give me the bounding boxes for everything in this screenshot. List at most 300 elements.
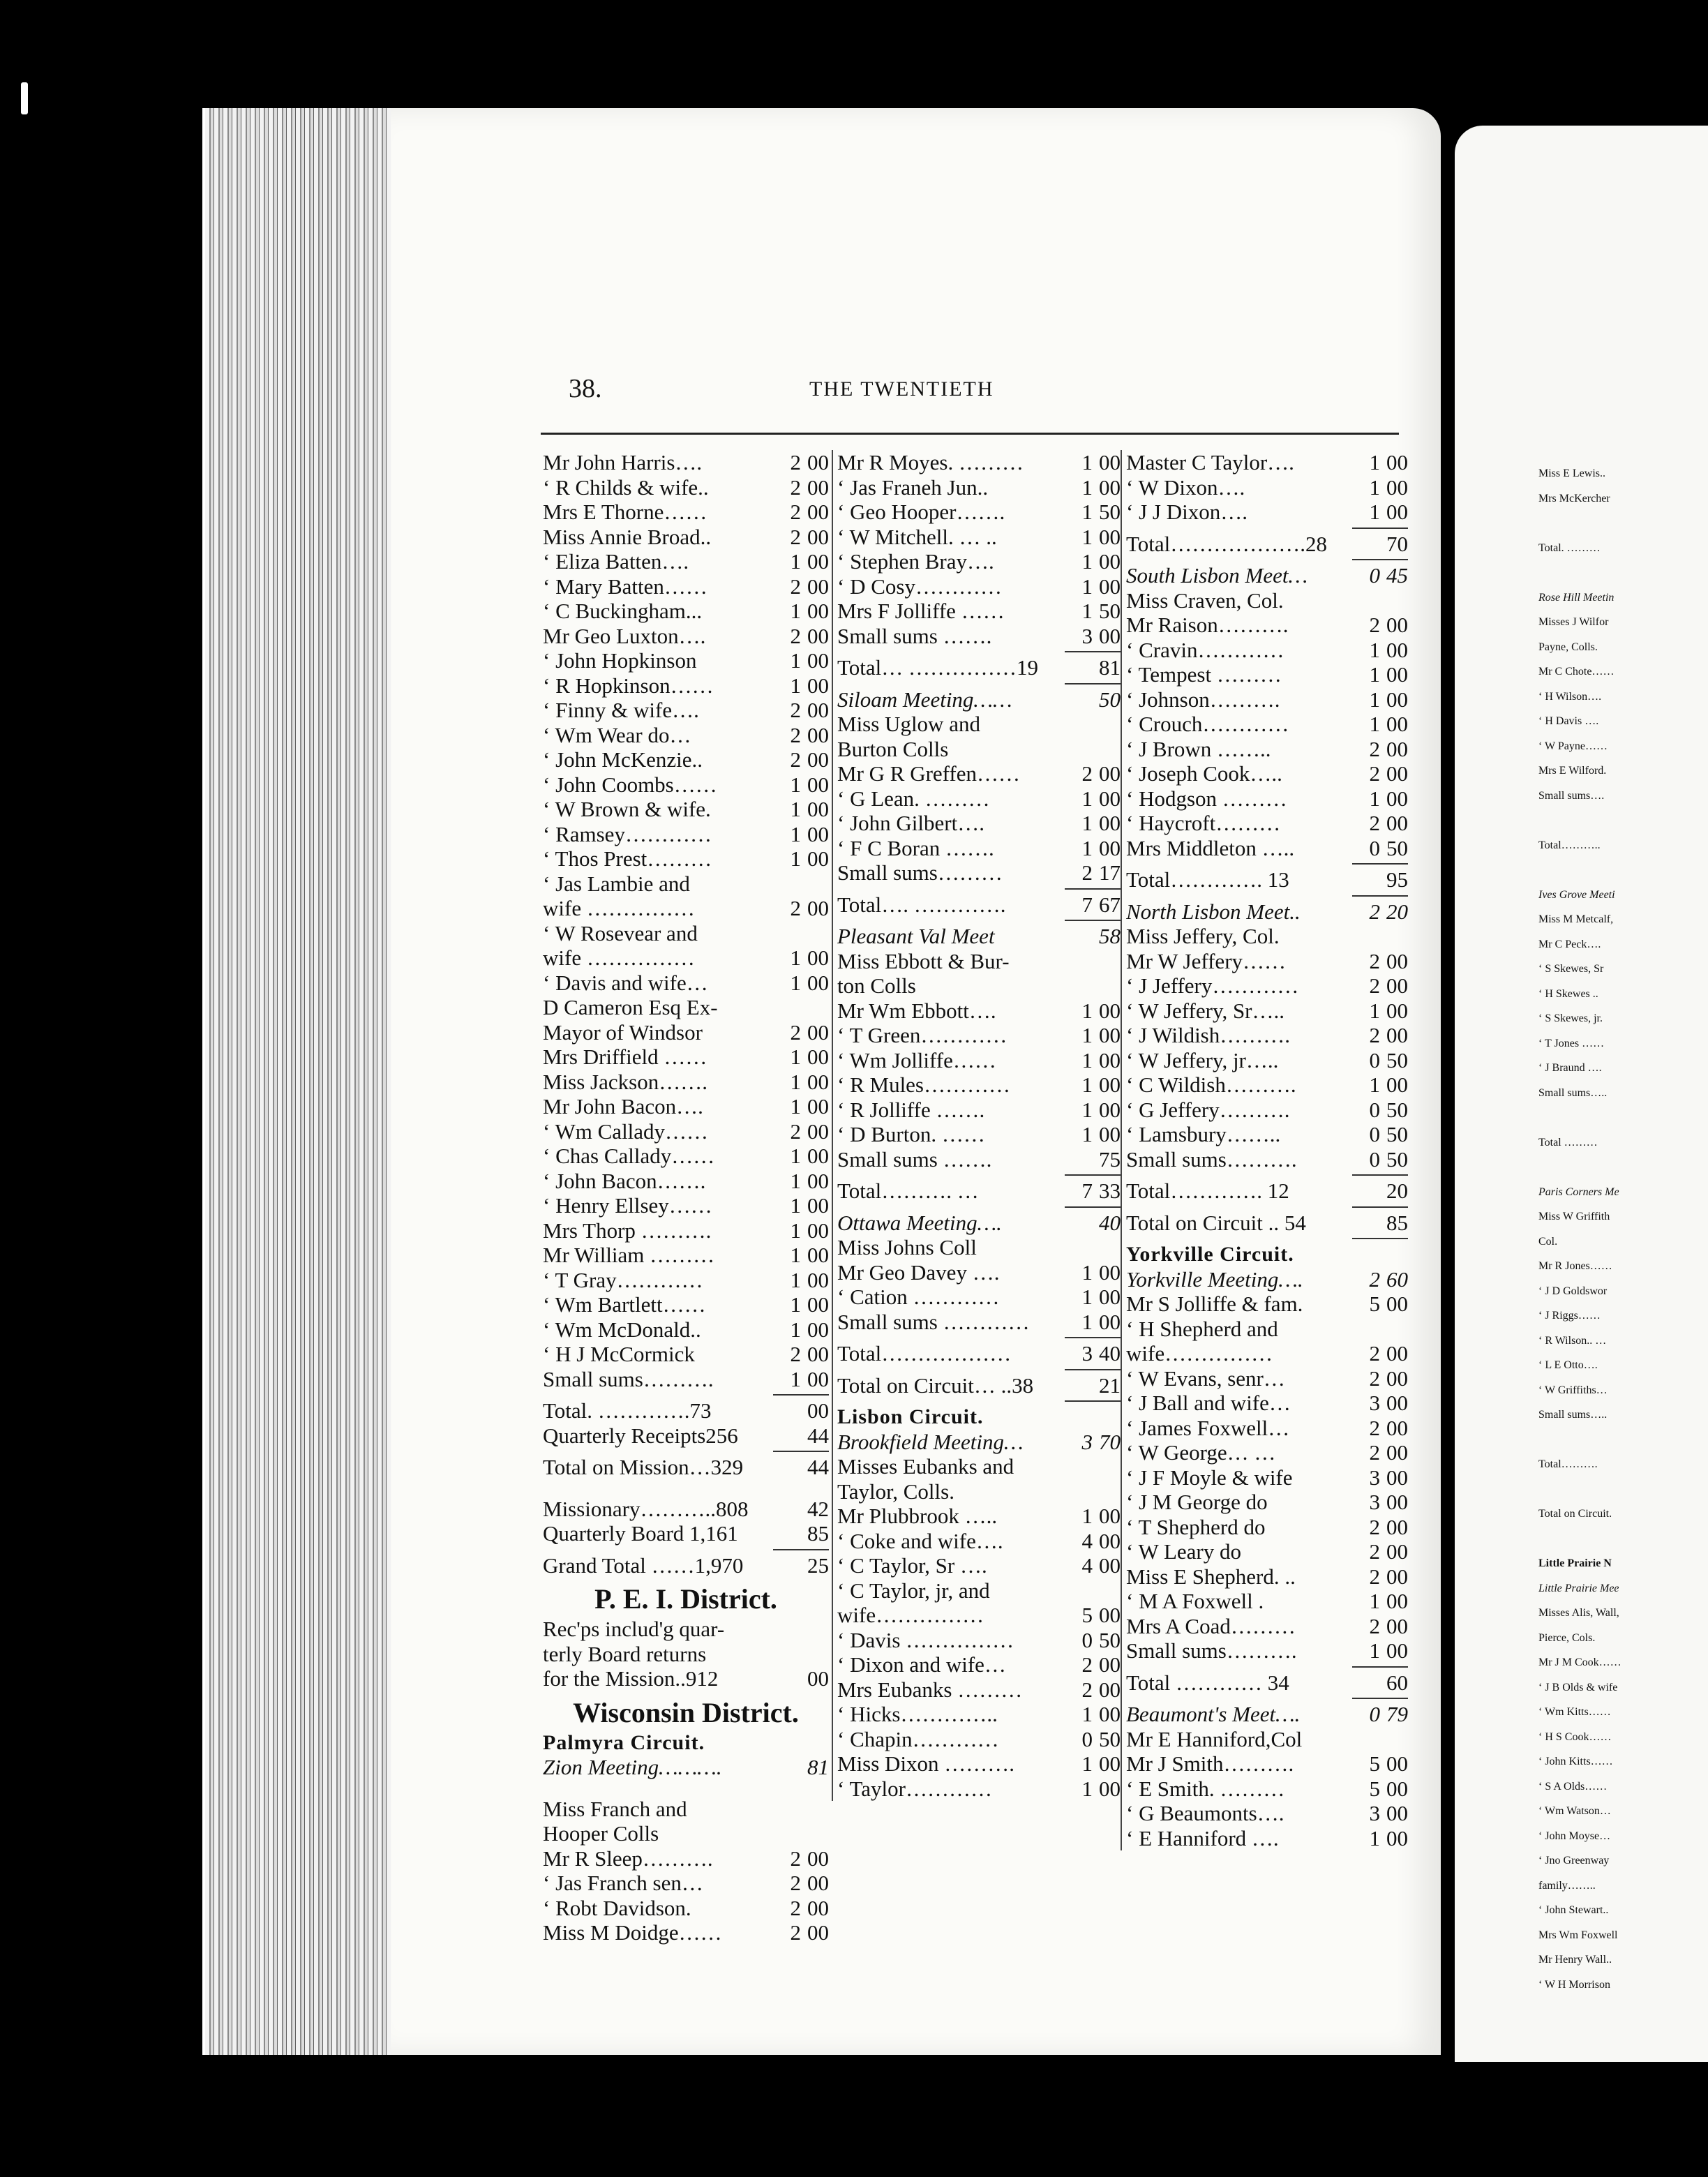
entry-name: ‘ G Lean. ………: [837, 786, 990, 811]
entry-cents: 00: [1099, 1072, 1121, 1097]
right-page-line: [1538, 1508, 1708, 1533]
entry-cents: 00: [1386, 613, 1408, 637]
entry-name: Mrs F Jolliffe ……: [837, 599, 1005, 623]
ledger-entry: [837, 786, 1121, 811]
ledger-entry: [1126, 1638, 1408, 1663]
entry-dollars: 2: [1369, 1613, 1380, 1638]
right-page-text: ‘ W H Morrison: [1538, 1978, 1610, 1991]
right-page-line: [1538, 1583, 1708, 1608]
entry-dollars: 1: [1081, 1259, 1093, 1285]
entry-cents: 00: [1386, 1440, 1408, 1465]
entry-name: ‘ Hodgson ………: [1126, 786, 1287, 811]
entry-cents: 00: [1099, 1603, 1121, 1627]
ledger-entry: [1126, 613, 1408, 638]
entry-cents: 40: [1099, 1210, 1121, 1235]
ledger-entry: [1126, 563, 1408, 588]
entry-cents: [1093, 1479, 1121, 1504]
ledger-entry: [543, 1553, 829, 1578]
entry-cents: 00: [1386, 1023, 1408, 1047]
right-page-text: ‘ J B Olds & wife: [1538, 1681, 1618, 1693]
entry-cents: 00: [1099, 1259, 1121, 1285]
entry-name: Total…………. 13: [1126, 867, 1289, 892]
ledger-entry: [1126, 1317, 1408, 1342]
entry-dollars: 0: [1369, 1146, 1380, 1172]
right-page-line: [1538, 1236, 1708, 1261]
ledger-entry: [543, 648, 829, 673]
entry-name: Mr W Jeffery……: [1126, 948, 1287, 973]
entry-name: ‘ J Ball and wife…: [1126, 1391, 1291, 1415]
entry-name: ‘ Davis ……………: [837, 1627, 1014, 1652]
entry-dollars: 7: [1081, 892, 1093, 917]
entry-cents: 00: [807, 500, 829, 524]
entry-cents: 20: [1386, 899, 1408, 924]
entry-dollars: 3: [1369, 1391, 1380, 1415]
entry-cents: 50: [1386, 1146, 1408, 1172]
entry-name: ‘ E Smith. ………: [1126, 1776, 1285, 1801]
right-page-line: [1538, 1137, 1708, 1162]
entry-cents: 00: [807, 450, 829, 474]
ledger-entry: [543, 500, 829, 525]
entry-cents: 00: [807, 549, 829, 574]
entry-cents: [801, 1617, 829, 1642]
right-page-text: ‘ J Braund ….: [1538, 1062, 1602, 1074]
right-page-line: [1538, 1880, 1708, 1905]
entry-cents: 00: [807, 1267, 829, 1292]
right-page-text: ‘ John Moyse…: [1538, 1830, 1611, 1842]
ledger-entry: [543, 772, 829, 798]
ledger-entry: [1126, 1465, 1408, 1490]
entry-dollars: 0: [1369, 835, 1380, 860]
ledger-entry: [543, 1193, 829, 1218]
entry-cents: 00: [1099, 1702, 1121, 1726]
entry-name: ‘ G Beaumonts….: [1126, 1801, 1284, 1825]
ledger-entry: [837, 687, 1121, 712]
ledger-entry: [837, 1023, 1121, 1048]
entry-dollars: 2: [1369, 948, 1380, 973]
left-page: [391, 108, 1441, 2055]
entry-cents: 40: [1099, 1341, 1121, 1366]
entry-dollars: 1: [1369, 1825, 1380, 1850]
entry-name: ‘ Tempest ………: [1126, 662, 1282, 687]
entry-name: Small sums …….: [837, 1146, 992, 1172]
entry-name: ‘ J Wildish……….: [1126, 1023, 1290, 1047]
right-page-text: Misses Alis, Wall,: [1538, 1607, 1619, 1619]
entry-dollars: 1: [1081, 786, 1093, 811]
ledger-entry: [1126, 1515, 1408, 1540]
ledger-entry: [1126, 1670, 1408, 1696]
right-page-text: Col.: [1538, 1235, 1558, 1248]
right-page-line: [1538, 988, 1708, 1013]
entry-name: ‘ Chas Callady……: [543, 1144, 715, 1168]
entry-dollars: [1056, 924, 1093, 949]
entry-name: ‘ W George… …: [1126, 1440, 1276, 1465]
entry-cents: 00: [1386, 1072, 1408, 1097]
right-page-line: [1538, 1706, 1708, 1731]
right-page-line: [1538, 1161, 1708, 1186]
right-page-line: [1538, 913, 1708, 938]
right-page-text: [1538, 567, 1708, 592]
entry-name: ‘ T Green…………: [837, 1023, 1007, 1047]
entry-name: wife ……………: [543, 896, 695, 920]
entry-name: Miss Franch and: [543, 1796, 687, 1821]
right-page-text: Small sums…..: [1538, 1409, 1608, 1421]
entry-name: Mrs Thorp ……….: [543, 1218, 712, 1243]
entry-name: ‘ C Buckingham...: [543, 599, 703, 623]
ledger-entry: [837, 1578, 1121, 1603]
entry-cents: 67: [1099, 892, 1121, 917]
entry-dollars: [765, 1617, 801, 1642]
entry-dollars: 2: [1369, 613, 1380, 637]
ledger-entry: [837, 1122, 1121, 1147]
entry-dollars: 2: [1081, 1677, 1093, 1702]
ledger-entry: [543, 1094, 829, 1119]
entry-dollars: 1: [1369, 500, 1380, 524]
entry-dollars: 2: [1369, 761, 1380, 786]
entry-name: for the Mission..912: [543, 1666, 719, 1691]
entry-cents: 00: [1099, 1553, 1121, 1578]
ledger-entry: [543, 1317, 829, 1342]
right-page-text: [1538, 864, 1708, 889]
entry-dollars: 1: [790, 1218, 801, 1243]
entry-name: ‘ W Jeffery, Sr…..: [1126, 998, 1285, 1023]
total-rule: [837, 680, 1121, 687]
entry-name: Total. ………….73: [543, 1398, 712, 1423]
ledger-entry: [837, 1702, 1121, 1727]
ledger-entry: [1126, 450, 1408, 475]
ledger-entry: [1126, 1391, 1408, 1416]
entry-name: Total………. …: [837, 1179, 979, 1203]
ledger-entry: [1126, 1023, 1408, 1048]
ledger-entry: [543, 797, 829, 822]
entry-dollars: 2: [790, 1846, 801, 1871]
right-page-line: [1538, 963, 1708, 988]
entry-cents: 00: [807, 474, 829, 500]
ledger-entry: [1126, 1490, 1408, 1515]
entry-dollars: 2: [790, 524, 801, 549]
right-page-text: Little Prairie Mee: [1538, 1582, 1619, 1594]
entry-cents: 00: [1099, 623, 1121, 648]
ledger-entry: [837, 1260, 1121, 1285]
entry-name: D Cameron Esq Ex-: [543, 995, 718, 1019]
entry-dollars: [1344, 588, 1380, 613]
entry-name: Small sums……….: [1126, 1638, 1297, 1663]
entry-dollars: [1056, 973, 1093, 998]
entry-dollars: [765, 871, 801, 897]
entry-cents: 00: [807, 1144, 829, 1168]
entry-dollars: 1: [1081, 811, 1093, 835]
ledger-entry: [543, 1521, 829, 1546]
ledger-entry: [837, 1454, 1121, 1479]
entry-cents: [1380, 1317, 1408, 1342]
ledger-entry: [1126, 1072, 1408, 1098]
entry-dollars: [1344, 1727, 1380, 1752]
ledger-entry: [1126, 761, 1408, 786]
entry-dollars: [765, 1642, 801, 1667]
entry-dollars: 2: [790, 1895, 801, 1920]
ledger-entry: [543, 574, 829, 599]
ledger-entry: [543, 1871, 829, 1896]
right-page-text: [1538, 814, 1708, 839]
entry-dollars: 1: [790, 1366, 801, 1391]
right-page-text: Misses J Wilfor: [1538, 616, 1609, 628]
right-page-line: [1538, 1012, 1708, 1038]
right-page-line: [1538, 1781, 1708, 1806]
ledger-entry: [1126, 588, 1408, 613]
ledger-entry: [1126, 949, 1408, 974]
ledger-entry: [1126, 1211, 1408, 1236]
ledger-entry: [837, 1529, 1121, 1554]
entry-name: terly Board returns: [543, 1641, 707, 1666]
entry-name: Taylor, Colls.: [837, 1479, 954, 1504]
entry-cents: 00: [807, 1045, 829, 1069]
right-page-text: Miss E Lewis..: [1538, 467, 1605, 479]
ledger-entry: [837, 1098, 1121, 1123]
entry-name: ‘ Wm Callady……: [543, 1119, 709, 1144]
ledger-entry: [543, 995, 829, 1020]
right-page-text: ‘ S A Olds……: [1538, 1780, 1608, 1793]
ledger-entry: [543, 945, 829, 971]
entry-name: Total on Mission…329: [543, 1455, 744, 1479]
entry-cents: 00: [1386, 712, 1408, 736]
entry-dollars: [765, 1797, 801, 1822]
entry-dollars: 1: [1081, 1751, 1093, 1776]
entry-dollars: 0: [1369, 1097, 1380, 1122]
ledger-entry: [543, 1920, 829, 1945]
ledger-entry: [1126, 998, 1408, 1024]
ledger-entry: [837, 1628, 1121, 1653]
entry-name: Hooper Colls: [543, 1821, 659, 1846]
ledger-entry: [1126, 1098, 1408, 1123]
entry-dollars: 7: [1081, 1179, 1093, 1203]
total-rule: [1126, 1235, 1408, 1242]
circuit-heading: Lisbon Circuit.: [837, 1405, 984, 1428]
entry-cents: 00: [807, 1019, 829, 1045]
entry-dollars: 1: [1081, 1023, 1093, 1047]
ledger-entry: [837, 1147, 1121, 1172]
entry-name: ‘ R Childs & wife..: [543, 474, 709, 500]
entry-dollars: 1: [790, 1243, 801, 1267]
entry-name: ‘ W Dixon….: [1126, 474, 1245, 500]
right-page-text: [1538, 1533, 1708, 1558]
ledger-entry: [1126, 1826, 1408, 1851]
entry-cents: 50: [1099, 687, 1121, 712]
column-3: [1121, 450, 1408, 1850]
total-rule: [837, 1398, 1121, 1405]
entry-cents: [801, 995, 829, 1020]
entry-name: Mrs Eubanks ………: [837, 1677, 1023, 1702]
ledger-entry: [543, 1218, 829, 1243]
entry-name: ‘ D Cosy…………: [837, 574, 1002, 599]
entry-dollars: 2: [790, 574, 801, 599]
entry-name: ‘ C Taylor, jr, and: [837, 1578, 990, 1603]
entry-name: ‘ Cation …………: [837, 1285, 1000, 1309]
entry-cents: 00: [807, 1168, 829, 1193]
right-page-text: Mr R Jones……: [1538, 1260, 1612, 1272]
entry-name: Miss Dixon ……….: [837, 1751, 1015, 1776]
entry-cents: 85: [807, 1521, 829, 1546]
entry-dollars: 2: [1081, 761, 1093, 786]
ledger-entry: [543, 1642, 829, 1667]
right-page-line: [1538, 1458, 1708, 1483]
entry-name: Mrs A Coad………: [1126, 1613, 1296, 1638]
entry-name: Mr S Jolliffe & fam.: [1126, 1292, 1303, 1316]
entry-dollars: [1344, 867, 1380, 892]
entry-name: Miss Jeffery, Col.: [1126, 924, 1280, 948]
ledger-entry: [543, 1169, 829, 1194]
ledger-entry: [837, 761, 1121, 786]
entry-cents: 00: [1099, 1677, 1121, 1702]
ledger-entry: [1126, 811, 1408, 836]
entry-dollars: 3: [1369, 1465, 1380, 1490]
ledger-entry: [1126, 687, 1408, 712]
entry-dollars: 5: [1081, 1603, 1093, 1627]
right-page-line: [1538, 616, 1708, 641]
entry-cents: 00: [1099, 1047, 1121, 1072]
ledger-entry: [543, 1243, 829, 1268]
entry-dollars: 1: [1369, 637, 1380, 662]
ledger-entry: [1126, 1440, 1408, 1465]
ledger-entry: [837, 712, 1121, 737]
circuit-heading: Yorkville Circuit.: [1126, 1243, 1294, 1266]
entry-cents: 00: [1099, 1309, 1121, 1334]
entry-cents: 81: [807, 1755, 829, 1779]
right-page-line: [1538, 1632, 1708, 1657]
ledger-entry: [837, 1179, 1121, 1204]
entry-dollars: 2: [1369, 1415, 1380, 1440]
spacer: [543, 1480, 829, 1497]
entry-cents: 00: [1099, 811, 1121, 835]
entry-dollars: 0: [1369, 563, 1380, 588]
entry-name: Rec'ps includ'g quar-: [543, 1617, 725, 1641]
entry-cents: 00: [807, 1342, 829, 1366]
entry-name: Miss M Doidge……: [543, 1920, 722, 1945]
right-page-line: [1538, 1384, 1708, 1409]
entry-cents: 00: [1099, 1023, 1121, 1047]
entry-cents: 75: [1099, 1146, 1121, 1172]
entry-dollars: [765, 1553, 801, 1578]
right-page-text: Pierce, Cols.: [1538, 1631, 1596, 1644]
entry-name: ‘ Hicks…………..: [837, 1702, 998, 1726]
entry-name: Total… ……………19: [837, 655, 1039, 680]
entry-cents: 79: [1386, 1702, 1408, 1726]
entry-dollars: [1056, 1147, 1093, 1172]
right-page-line: [1538, 567, 1708, 592]
entry-name: ‘ Henry Ellsey……: [543, 1193, 712, 1218]
ledger-entry: [1126, 1801, 1408, 1826]
ledger-entry: [837, 1479, 1121, 1504]
right-page-text: ‘ T Jones ……: [1538, 1037, 1605, 1049]
entry-name: wife……………: [1126, 1341, 1273, 1366]
entry-name: ‘ Crouch…………: [1126, 712, 1289, 736]
right-page-line: [1538, 1904, 1708, 1929]
entry-name: Mr G R Greffen……: [837, 761, 1021, 786]
entry-name: ‘ G Jeffery……….: [1126, 1097, 1290, 1122]
entry-name: ‘ R Mules…………: [837, 1072, 1010, 1097]
entry-cents: 00: [1099, 835, 1121, 860]
total-rule: [837, 885, 1121, 892]
entry-cents: 33: [1099, 1179, 1121, 1203]
entry-name: Grand Total ……1,970: [543, 1553, 744, 1578]
entry-cents: 00: [807, 896, 829, 920]
right-page-line: [1538, 938, 1708, 964]
ledger-entry: [1126, 532, 1408, 557]
entry-dollars: 5: [1369, 1751, 1380, 1776]
entry-cents: 00: [807, 821, 829, 846]
right-page-line: [1538, 740, 1708, 765]
entry-dollars: 1: [790, 1267, 801, 1292]
entry-dollars: 1: [790, 945, 801, 970]
ledger-entry: [543, 1020, 829, 1045]
total-rule: [543, 1391, 829, 1398]
ledger-entry: [543, 921, 829, 946]
entry-dollars: [765, 995, 801, 1020]
entry-cents: 00: [1386, 1751, 1408, 1776]
ledger-entry: [837, 836, 1121, 861]
ledger-entry: [837, 574, 1121, 599]
right-page-text: Small sums….: [1538, 789, 1605, 802]
entry-name: Ottawa Meeting….: [837, 1210, 1002, 1235]
entry-name: Small sums……….: [543, 1366, 714, 1391]
entry-cents: 00: [1386, 474, 1408, 500]
entry-cents: 00: [807, 945, 829, 970]
ledger-entry: [837, 1504, 1121, 1529]
entry-cents: 00: [1386, 637, 1408, 662]
total-rule: [1126, 1695, 1408, 1702]
entry-dollars: 1: [1081, 1047, 1093, 1072]
entry-cents: 00: [1099, 1097, 1121, 1122]
entry-name: Mr Geo Luxton….: [543, 623, 706, 648]
entry-dollars: [1056, 1235, 1093, 1260]
ledger-entry: [837, 924, 1121, 949]
entry-name: Mr John Harris….: [543, 450, 703, 474]
entry-cents: 00: [807, 1895, 829, 1920]
right-page-line: [1538, 1062, 1708, 1087]
ledger-entry: [1126, 475, 1408, 500]
total-rule: [837, 917, 1121, 924]
entry-dollars: 1: [1081, 500, 1093, 524]
entry-name: Mr Geo Davey ….: [837, 1259, 1000, 1285]
right-page-text: Total……….: [1538, 1458, 1598, 1470]
entry-cents: 00: [807, 970, 829, 995]
entry-name: ‘ J Jeffery…………: [1126, 973, 1299, 998]
ledger-entry: [1126, 500, 1408, 525]
right-page-text: [1538, 1434, 1708, 1459]
ledger-entry: [1126, 1267, 1408, 1292]
entry-name: ‘ Wm Bartlett……: [543, 1292, 706, 1317]
entry-dollars: [765, 1521, 801, 1546]
entry-dollars: 3: [1081, 623, 1093, 648]
total-rule: [837, 1204, 1121, 1211]
entry-name: ‘ Ramsey…………: [543, 821, 712, 846]
entry-dollars: 1: [790, 1317, 801, 1342]
entry-dollars: [1344, 1179, 1380, 1204]
entry-dollars: 1: [1369, 998, 1380, 1023]
entry-dollars: 1: [790, 1069, 801, 1094]
entry-name: Mr J Smith……….: [1126, 1751, 1294, 1776]
entry-cents: 00: [1099, 1504, 1121, 1528]
entry-name: Mr Plubbrook …..: [837, 1504, 998, 1528]
entry-dollars: 2: [1369, 1023, 1380, 1047]
entry-cents: 00: [1386, 998, 1408, 1023]
entry-cents: 00: [807, 599, 829, 623]
ledger-entry: [1126, 1048, 1408, 1073]
ledger-entry: [1126, 737, 1408, 762]
entry-name: ‘ Wm Jolliffe……: [837, 1047, 996, 1072]
entry-cents: [1093, 737, 1121, 762]
entry-cents: [801, 1821, 829, 1846]
ledger-entry: [837, 525, 1121, 550]
right-page-line: [1538, 493, 1708, 518]
